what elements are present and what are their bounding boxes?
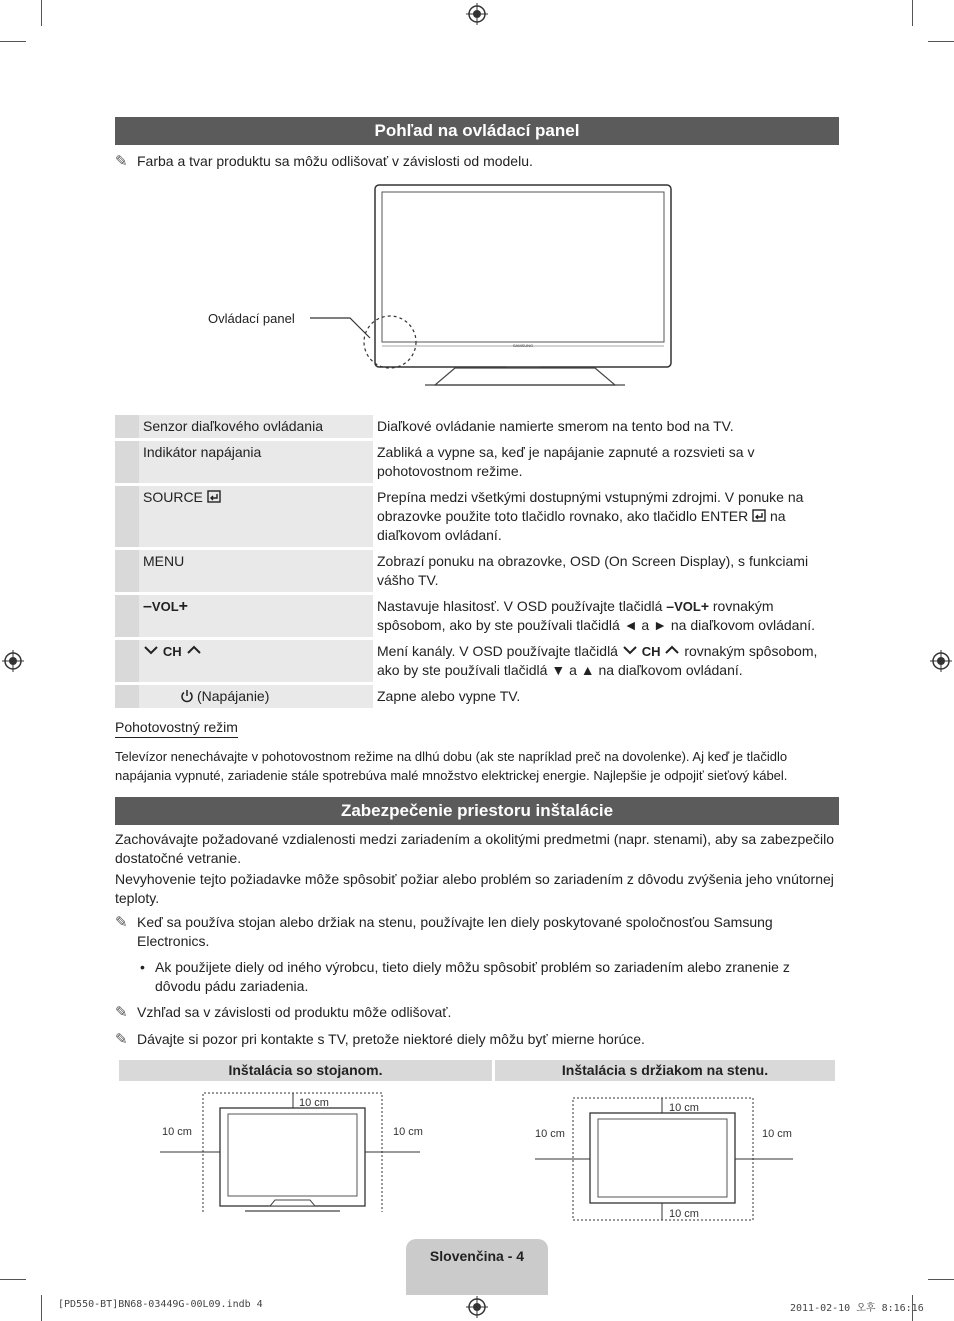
- power-label: (Napájanie): [197, 688, 270, 704]
- crop-mark: [0, 1279, 26, 1280]
- tv-front-illustration: [200, 180, 680, 395]
- wall-installation-diagram: [535, 1095, 795, 1223]
- registration-mark-icon: [930, 650, 952, 672]
- label-wall-installation: Inštalácia s držiakom na stenu.: [495, 1060, 835, 1081]
- table-row: [115, 685, 839, 708]
- enter-icon: [752, 509, 766, 522]
- table-row: [115, 415, 839, 438]
- standby-heading: Pohotovostný režim: [115, 718, 238, 738]
- row-desc: Zabliká a vypne sa, keď je napájanie zapnuté a rozsvieti sa v pohotovostnom režime.: [373, 441, 839, 483]
- dim-top-wall: 10 cm: [669, 1102, 699, 1114]
- row-name: MENU: [139, 550, 373, 592]
- crop-mark: [912, 0, 913, 26]
- bullet-icon: •: [140, 959, 145, 975]
- registration-mark-icon: [466, 3, 488, 25]
- crop-mark: [928, 1279, 954, 1280]
- table-row: [115, 486, 839, 547]
- table-row: [115, 640, 839, 682]
- minus-icon: –: [143, 598, 152, 615]
- dim-left-wall: 10 cm: [535, 1128, 565, 1140]
- crop-mark: [0, 41, 26, 42]
- bullet-other-parts: [140, 958, 820, 996]
- table-row: [115, 595, 839, 637]
- section-title-control-panel: Pohľad na ovládací panel: [115, 117, 839, 145]
- note-text: Vzhľad sa v závislosti od produktu môže odlišovať.: [137, 1004, 452, 1020]
- label-stand-installation: Inštalácia so stojanom.: [119, 1060, 492, 1081]
- source-key-label: SOURCE: [143, 489, 203, 505]
- chevron-up-icon: [664, 644, 680, 656]
- row-name: Indikátor napájania: [139, 441, 373, 483]
- dim-right-stand: 10 cm: [393, 1126, 423, 1138]
- vol-key-inline: VOL: [674, 599, 701, 614]
- dim-top-stand: 10 cm: [299, 1097, 329, 1109]
- bullet-text: Ak použijete diely od iného výrobcu, tieto diely môžu spôsobiť problém so zariadením alebo zranenie z dôvodu pádu zariadenia.: [155, 959, 790, 994]
- tv-brand-logo: SAMSUNG: [512, 343, 534, 348]
- standby-text: Televízor nenechávajte v pohotovostnom režime na dlhú dobu (ak ste napríklad preč na dovolenke). Aj keď je tlačidlo napájania vypnuté, zariadenie stále spotrebúva malé množstvo elektrickej energie. Najlepšie je odpojiť sieťový kábel.: [115, 749, 788, 783]
- power-icon: [180, 689, 194, 703]
- note-text: Keď sa používa stojan alebo držiak na stenu, používajte len diely poskytované spoločnosťou Samsung Electronics.: [137, 914, 773, 949]
- ch-key-inline: CH: [641, 644, 661, 659]
- plus-icon: +: [700, 598, 709, 614]
- crop-mark: [41, 0, 42, 26]
- install-paragraph-2: Nevyhovenie tejto požiadavke môže spôsobiť požiar alebo problém so zariadením z dôvodu zvýšenia jeho vnútornej teploty.: [115, 871, 834, 906]
- row-desc: Zobrazí ponuku na obrazovke, OSD (On Screen Display), s funkciami vášho TV.: [373, 550, 839, 592]
- chevron-down-icon: [622, 644, 638, 656]
- row-name: Senzor diaľkového ovládania: [139, 415, 373, 438]
- note-color-shape: [115, 152, 839, 171]
- control-panel-table: [115, 412, 839, 711]
- minus-icon: –: [666, 598, 675, 614]
- page-number-badge: Slovenčina - 4: [406, 1239, 548, 1295]
- note-text: Farba a tvar produktu sa môžu odlišovať v závislosti od modelu.: [137, 153, 533, 169]
- row-desc-cont: rovnakým spôsobom, ako by ste používali tlačidlá ◄ a ► na diaľkovom ovládaní.: [377, 598, 816, 633]
- vol-key-label: VOL: [151, 599, 179, 614]
- note-text: Dávajte si pozor pri kontakte s TV, pretože niektoré diely môžu byť mierne horúce.: [137, 1031, 645, 1047]
- row-desc: Prepína medzi všetkými dostupnými vstupnými zdrojmi. V ponuke na obrazovke použite toto tlačidlo rovnako, ako tlačidlo: [377, 489, 804, 524]
- registration-mark-icon: [2, 650, 24, 672]
- plus-icon: +: [178, 598, 188, 615]
- row-desc: Zapne alebo vypne TV.: [373, 685, 839, 708]
- pencil-note-icon: ✎: [115, 914, 128, 931]
- print-date: 2011-02-10 오후 8:16:16: [790, 1303, 924, 1314]
- dim-bottom-wall: 10 cm: [669, 1208, 699, 1220]
- note-hot-parts: [115, 1030, 839, 1049]
- section-title-installation: Zabezpečenie priestoru inštalácie: [115, 797, 839, 825]
- row-desc: Diaľkové ovládanie namierte smerom na tento bod na TV.: [373, 415, 839, 438]
- chevron-down-icon: [143, 644, 159, 656]
- registration-mark-icon: [466, 1296, 488, 1318]
- pencil-note-icon: ✎: [115, 1031, 128, 1048]
- row-desc-cont: na diaľkovom ovládaní.: [377, 508, 786, 543]
- crop-mark: [928, 41, 954, 42]
- table-row: [115, 550, 839, 592]
- file-name: [PD550-BT]BN68-03449G-00L09.indb 4: [58, 1299, 263, 1310]
- pencil-note-icon: ✎: [115, 1004, 128, 1021]
- pencil-note-icon: ✎: [115, 153, 128, 170]
- row-desc-cont: rovnakým spôsobom, ako by ste používali tlačidlá ▼ a ▲ na diaľkovom ovládaní.: [377, 643, 818, 678]
- enter-key-label: ENTER: [700, 508, 749, 524]
- ch-key-label: CH: [162, 644, 182, 659]
- install-paragraph-1: Zachovávajte požadované vzdialenosti medzi zariadením a okolitými predmetmi (napr. stenami), aby sa zabezpečilo dostatočné vetranie.: [115, 831, 835, 866]
- crop-mark: [41, 1295, 42, 1321]
- chevron-up-icon: [186, 644, 202, 656]
- row-desc: Nastavuje hlasitosť. V OSD používajte tlačidlá: [377, 598, 663, 614]
- note-appearance: [115, 1003, 839, 1022]
- source-enter-icon: [207, 490, 221, 503]
- callout-label-control-panel: Ovládací panel: [208, 311, 295, 326]
- table-row: [115, 441, 839, 483]
- dim-right-wall: 10 cm: [762, 1128, 792, 1140]
- note-samsung-parts: [115, 913, 839, 951]
- dim-left-stand: 10 cm: [162, 1126, 192, 1138]
- row-desc: Mení kanály. V OSD používajte tlačidlá: [377, 643, 618, 659]
